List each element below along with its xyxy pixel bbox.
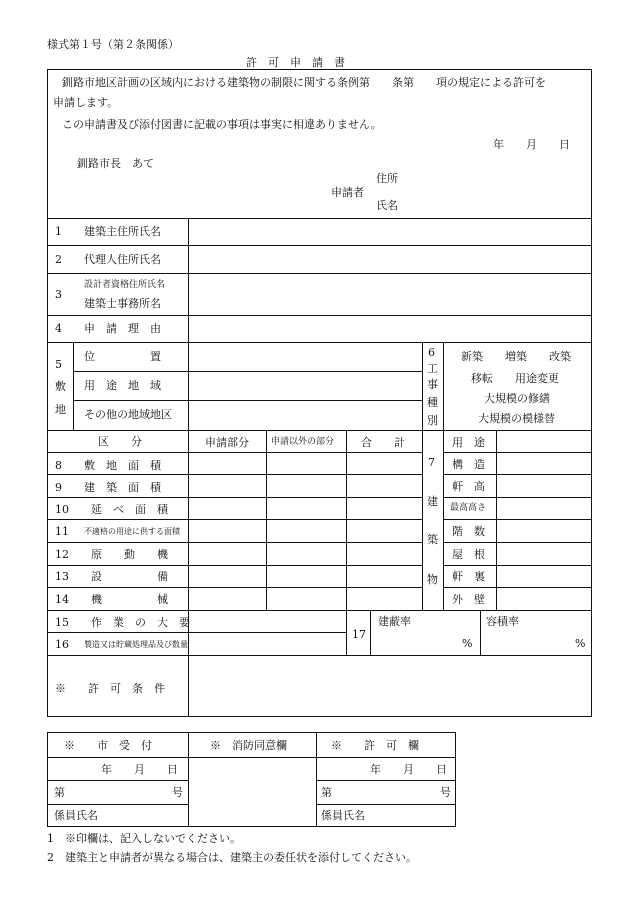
row-10-label: 10 延 べ 面 積 bbox=[55, 503, 168, 516]
header-line2: 申請します。 bbox=[53, 96, 119, 109]
permit-staff-label: 係員氏名 bbox=[321, 809, 365, 822]
addressee: 釧路市長 あて bbox=[77, 157, 154, 170]
row-11-number: 11 bbox=[55, 525, 69, 538]
receipt-staff-label: 係員氏名 bbox=[54, 809, 98, 822]
row-4-label: 4 申 請 理 由 bbox=[55, 322, 161, 335]
coverage-ratio-percent: % bbox=[462, 637, 473, 650]
max-height-label: 最高高さ bbox=[450, 503, 487, 513]
row-13-label: 13 設 備 bbox=[55, 570, 168, 583]
row-8-label: 8 敷 地 面 積 bbox=[55, 459, 161, 472]
permit-column-header: ※ 許 可 欄 bbox=[331, 739, 419, 752]
row-7-label-3: 物 bbox=[427, 573, 438, 586]
coverage-ratio-label: 建蔽率 bbox=[378, 615, 411, 628]
row-5-number: 5 bbox=[55, 358, 62, 371]
floor-area-ratio-label: 容積率 bbox=[486, 615, 519, 628]
address-label: 住所 bbox=[376, 172, 398, 185]
roof-label: 屋 根 bbox=[452, 548, 485, 561]
receipt-date: 年 月 日 bbox=[101, 763, 178, 776]
kubun-header: 区 分 bbox=[98, 435, 142, 448]
row-6-label-1: 工 bbox=[427, 362, 438, 375]
exterior-wall-label: 外 壁 bbox=[452, 593, 485, 606]
row-1-label: 1 建築主住所氏名 bbox=[55, 225, 161, 238]
row-12-label: 12 原 動 機 bbox=[55, 548, 168, 561]
header-line3: この申請書及び添付図書に記載の事項は事実に相違ありません。 bbox=[62, 118, 382, 131]
form-title: 許 可 申 請 書 bbox=[246, 56, 345, 69]
col-other-header: 申請以外の部分 bbox=[271, 437, 335, 447]
permit-number-prefix: 第 bbox=[321, 786, 332, 799]
building-structure-label: 構 造 bbox=[452, 458, 485, 471]
receipt-number-prefix: 第 bbox=[54, 786, 65, 799]
work-type-line2: 移転 用途変更 bbox=[471, 372, 559, 385]
name-label: 氏名 bbox=[376, 199, 398, 212]
permit-conditions-label: ※ 許 可 条 件 bbox=[55, 682, 165, 695]
floors-label: 階 数 bbox=[452, 525, 485, 538]
col-total-header: 合 計 bbox=[361, 436, 405, 449]
row-2-label: 2 代理人住所氏名 bbox=[55, 253, 161, 266]
application-date: 年 月 日 bbox=[493, 138, 570, 151]
floor-area-ratio-percent: % bbox=[575, 637, 586, 650]
permit-number-suffix: 号 bbox=[440, 786, 451, 799]
row-7-label-2: 築 bbox=[427, 533, 438, 546]
row-3-label-a: 設計者資格住所氏名 bbox=[84, 280, 166, 290]
applicant-label: 申請者 bbox=[331, 186, 364, 199]
work-type-line3: 大規模の修繕 bbox=[484, 392, 550, 405]
site-other-district-label: その他の地域地区 bbox=[84, 408, 172, 421]
header-line1: 釧路市地区計画の区域内における建築物の制限に関する条例第 条第 項の規定による許可を bbox=[62, 76, 546, 89]
row-6-label-4: 別 bbox=[427, 414, 438, 427]
city-receipt-header: ※ 市 受 付 bbox=[64, 739, 152, 752]
row-3-number: 3 bbox=[55, 288, 62, 301]
row-7-label-1: 建 bbox=[427, 495, 438, 508]
eaves-height-label: 軒 高 bbox=[452, 480, 485, 493]
site-zoning-label: 用 途 地 域 bbox=[84, 379, 161, 392]
row-7-label-0: 7 bbox=[428, 456, 435, 469]
receipt-number-suffix: 号 bbox=[172, 786, 183, 799]
row-3-label-b: 建築士事務所名 bbox=[84, 297, 161, 310]
soffit-label: 軒 裏 bbox=[452, 570, 485, 583]
permit-date: 年 月 日 bbox=[370, 763, 447, 776]
row-17-number: 17 bbox=[352, 628, 366, 641]
row-16-label: 製造又は貯蔵処理品及び数量 bbox=[84, 640, 188, 649]
row-5-label-b: 地 bbox=[55, 403, 66, 416]
row-6-label-0: 6 bbox=[428, 346, 435, 359]
row-15-label: 15 作 業 の 大 要 bbox=[55, 616, 190, 629]
row-14-label: 14 機 械 bbox=[55, 593, 168, 606]
work-type-line4: 大規模の模様替 bbox=[478, 412, 555, 425]
note-2: 2 建築主と申請者が異なる場合は、建築主の委任状を添付してください。 bbox=[47, 851, 417, 864]
work-type-line1: 新築 増築 改築 bbox=[461, 350, 571, 363]
col-applied-header: 申請部分 bbox=[205, 436, 249, 449]
row-16-number: 16 bbox=[55, 638, 69, 651]
row-11-label: 不適格の用途に供する面積 bbox=[84, 527, 180, 536]
row-6-label-2: 事 bbox=[427, 378, 438, 391]
building-use-label: 用 途 bbox=[452, 436, 485, 449]
row-5-label-a: 敷 bbox=[55, 380, 66, 393]
note-1: 1 ※印欄は、記入しないでください。 bbox=[47, 832, 241, 845]
site-location-label: 位 置 bbox=[84, 350, 161, 363]
fire-consent-header: ※ 消防同意欄 bbox=[210, 739, 287, 752]
row-6-label-3: 種 bbox=[427, 396, 438, 409]
row-9-label: 9 建 築 面 積 bbox=[55, 481, 161, 494]
form-number: 様式第１号（第２条関係） bbox=[47, 38, 179, 51]
